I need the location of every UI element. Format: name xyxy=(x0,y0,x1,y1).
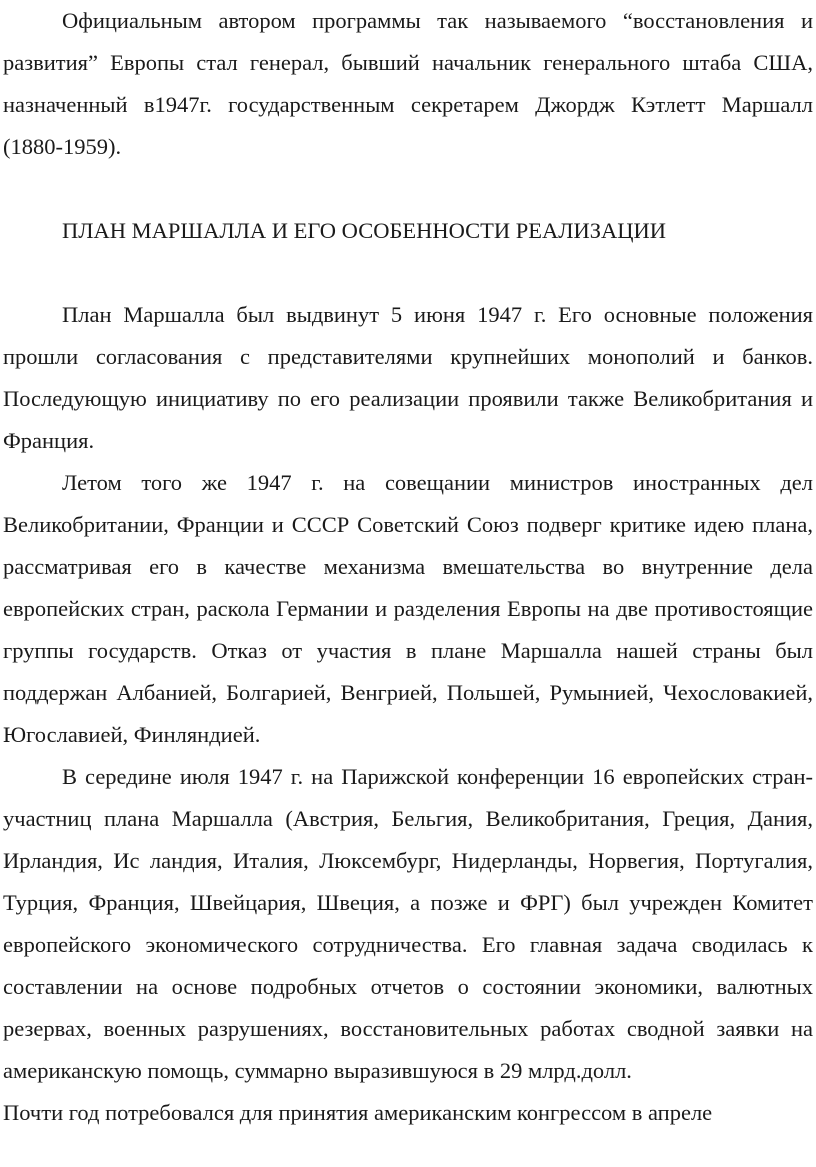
paragraph-soviet-criticism: Летом того же 1947 г. на совещании министров иностранных дел Великобритании, Франции и СССР Советский Союз подверг критике идею плана, рассматривая его в качестве механизма вмешательства во внутренние дела европейских стран, раскола Германии и разделения Европы на две противостоящие группы государств. Отказ от участия в плане Маршалла нашей страны был поддержан Албанией, Болгарией, Венгрией, Польшей, Румынией, Чехословакией, Югославией, Финляндией. xyxy=(3,470,813,747)
paragraph-paris-conference: В середине июля 1947 г. на Парижской конференции 16 европейских стран-участниц плана Маршалла (Австрия, Бельгия, Великобритания, Греция, Дания, Ирландия, Ис ландия, Италия, Люксембург, Нидерланды, Норвегия, Португалия, Турция, Франция, Швейцария, Швеция, а позже и ФРГ) был учрежден Комитет европейского экономического сотрудничества. Его главная задача сводилась к составлении на основе подробных отчетов о состоянии экономики, валютных резервах, военных разрушениях, восстановительных работах сводной заявки на американскую помощь, суммарно выразившуюся в 29 млрд.долл. xyxy=(3,764,813,1083)
paragraph-plan-proposed: План Маршалла был выдвинут 5 июня 1947 г. Его основные положения прошли согласования с представителями крупнейших монополий и банков. Последующую инициативу по его реализации проявили также Великобритания и Франция. xyxy=(3,302,813,453)
section-heading: ПЛАН МАРШАЛЛА И ЕГО ОСОБЕННОСТИ РЕАЛИЗАЦИИ xyxy=(62,218,667,243)
paragraph-congress: Почти год потребовался для принятия американским конгрессом в апреле xyxy=(3,1100,713,1125)
intro-paragraph: Официальным автором программы так называемого “восстановления и развития” Европы стал генерал, бывший начальник генерального штаба США, назначенный в1947г. государственным секретарем Джордж Кэтлетт Маршалл (1880-1959). xyxy=(3,8,813,159)
